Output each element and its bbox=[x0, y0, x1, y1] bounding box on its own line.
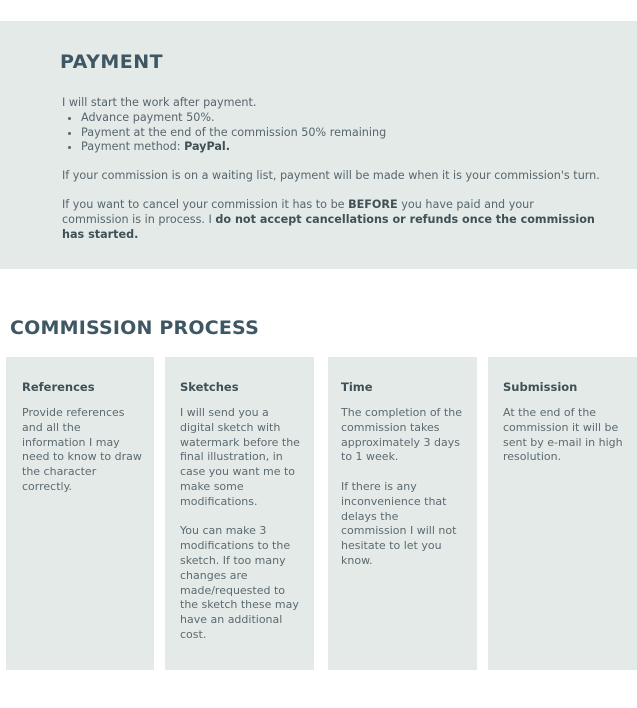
final-payment-item: • Payment at the end of the commission 50% remaining bbox=[81, 126, 602, 141]
process-card-sketches bbox=[165, 357, 314, 670]
card-text bbox=[503, 406, 627, 465]
cancel-text-part1: If you want to cancel your commission it has to be bbox=[62, 197, 349, 211]
payment-method-label: Payment method: bbox=[81, 140, 185, 154]
process-card-time bbox=[328, 357, 477, 670]
card-text bbox=[180, 406, 304, 643]
no-refund-statement: do not accept cancellations or refunds once the commission has started. bbox=[62, 212, 595, 241]
cancel-before-emphasis: BEFORE bbox=[348, 197, 398, 211]
card-title: Submission bbox=[503, 380, 578, 394]
card-text bbox=[22, 406, 142, 495]
card-paragraph: I will send you a digital sketch with watermark before the final illustration, in case you want me to make some modifications. bbox=[180, 406, 300, 508]
card-paragraph: At the end of the commission it will be sent by e-mail in high resolution. bbox=[503, 406, 623, 464]
card-paragraph: The completion of the commission takes approximately 3 days to 1 week. bbox=[341, 406, 462, 464]
process-title: COMMISSION PROCESS bbox=[10, 317, 259, 339]
card-title: Time bbox=[341, 380, 373, 394]
waiting-list-note: If your commission is on a waiting list, payment will be made when it is your commission's turn. bbox=[62, 169, 600, 183]
payment-body bbox=[62, 96, 602, 242]
card-title: Sketches bbox=[180, 380, 239, 394]
payment-section bbox=[0, 21, 637, 269]
card-paragraph: Provide references and all the information I may need to know to draw the character correctly. bbox=[22, 406, 142, 493]
card-text bbox=[341, 406, 465, 569]
card-paragraph: You can make 3 modifications to the sketch. If too many changes are made/requested to the sketch these may have an additional cost. bbox=[180, 524, 299, 641]
card-title: References bbox=[22, 380, 95, 394]
payment-title: PAYMENT bbox=[60, 51, 164, 73]
advance-payment-item: • Advance payment 50%. bbox=[81, 111, 602, 126]
cancel-text-part2: you have paid and your commission is in process. I bbox=[62, 197, 534, 226]
card-paragraph: If there is any inconvenience that delays the commission I will not hesitate to let you know. bbox=[341, 479, 457, 567]
process-card-references bbox=[6, 357, 154, 670]
process-card-submission bbox=[488, 357, 637, 670]
cancellation-policy bbox=[62, 198, 602, 242]
payment-method-item bbox=[81, 140, 602, 155]
payment-terms-list bbox=[62, 111, 602, 155]
payment-method-value: PayPal. bbox=[184, 140, 231, 154]
payment-intro: I will start the work after payment. bbox=[62, 96, 257, 109]
